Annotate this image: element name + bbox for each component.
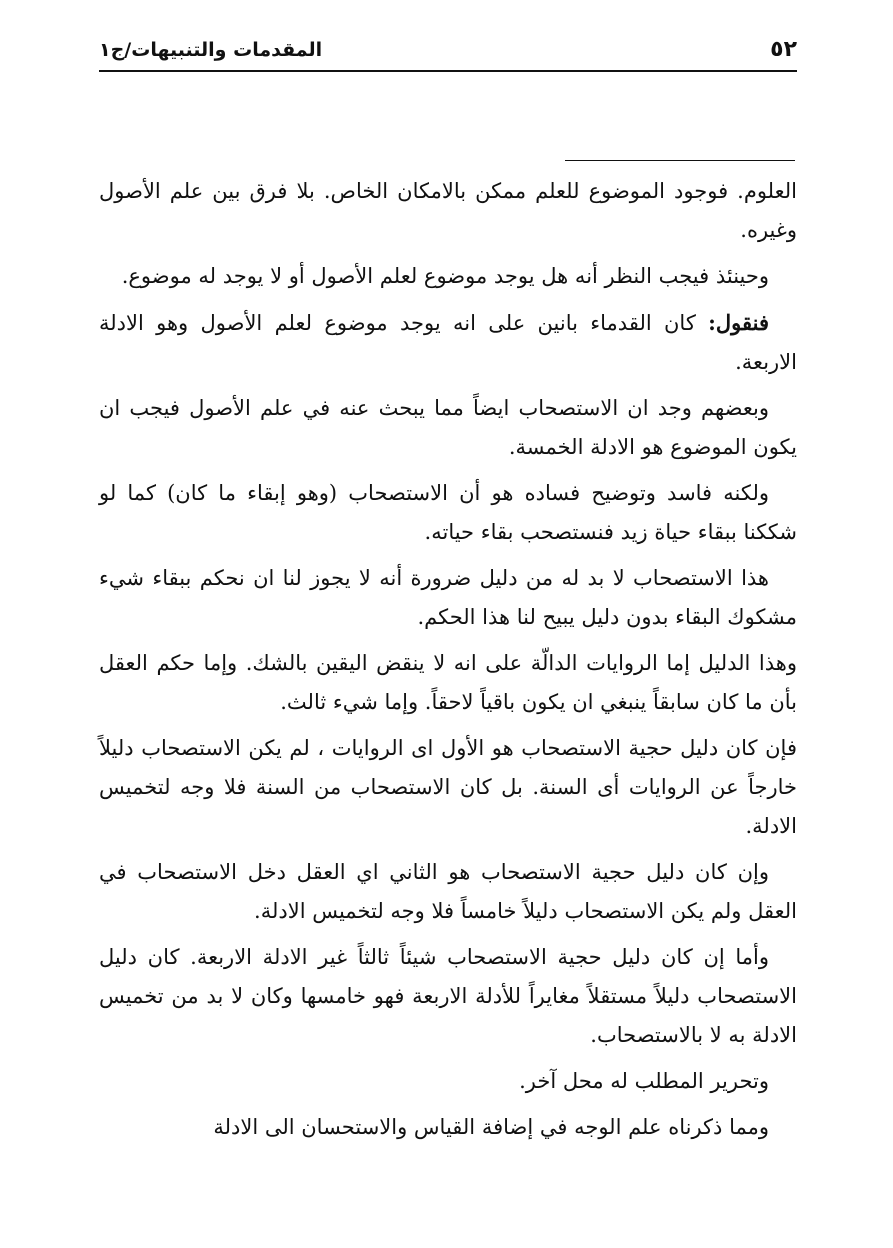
running-title: المقدمات والتنبيهات/ج١ bbox=[99, 38, 323, 61]
paragraph-10-text: وأما إن كان دليل حجية الاستصحاب شيئاً ثالثاً غير الادلة الاربعة. كان دليل الاستصحاب دليلاً مستقلاً مغايراً للأدلة الاربعة فهو خامسها وكان لا بد من تخميس الادلة به لا بالاستصحاب. bbox=[99, 945, 797, 1047]
paragraph-2 bbox=[99, 257, 797, 296]
page-header bbox=[99, 30, 797, 72]
paragraph-1-text: العلوم. فوجود الموضوع للعلم ممكن بالامكان الخاص. بلا فرق بين علم الأصول وغيره. bbox=[99, 179, 797, 242]
paragraph-4 bbox=[99, 389, 797, 467]
paragraph-7 bbox=[99, 644, 797, 722]
paragraph-8 bbox=[99, 729, 797, 846]
paragraph-7-text: وهذا الدليل إما الروايات الدالّة على انه لا ينقض اليقين بالشك. وإما حكم العقل بأن ما كان سابقاً ينبغي ان يكون باقياً لاحقاً. وإما شيء ثالث. bbox=[99, 651, 797, 714]
paragraph-12 bbox=[99, 1108, 797, 1147]
paragraph-4-text: وبعضهم وجد ان الاستصحاب ايضاً مما يبحث عنه في علم الأصول فيجب ان يكون الموضوع هو الادلة الخمسة. bbox=[99, 396, 797, 459]
paragraph-3 bbox=[99, 303, 797, 382]
paragraph-9 bbox=[99, 853, 797, 931]
paragraph-9-text: وإن كان دليل حجية الاستصحاب هو الثاني اي العقل دخل الاستصحاب في العقل ولم يكن الاستصحاب دليلاً خامساً فلا وجه لتخميس الادلة. bbox=[99, 860, 797, 923]
paragraph-3-lead: فنقول: bbox=[708, 310, 769, 335]
paragraph-1 bbox=[99, 172, 797, 250]
paragraph-6 bbox=[99, 559, 797, 637]
paragraph-3-text: كان القدماء بانين على انه يوجد موضوع لعلم الأصول وهو الادلة الاربعة. bbox=[99, 311, 797, 374]
body-text bbox=[99, 172, 797, 1154]
paragraph-8-text: فإن كان دليل حجية الاستصحاب هو الأول اى الروايات ، لم يكن الاستصحاب دليلاً خارجاً عن الروايات أى السنة. بل كان الاستصحاب من السنة فلا وجه لتخميس الادلة. bbox=[99, 736, 797, 838]
paragraph-5-text: ولكنه فاسد وتوضيح فساده هو أن الاستصحاب (وهو إبقاء ما كان) كما لو شككنا ببقاء حياة زيد فنستصحب بقاء حياته. bbox=[99, 481, 797, 544]
paragraph-6-text: هذا الاستصحاب لا بد له من دليل ضرورة أنه لا يجوز لنا ان نحكم ببقاء شيء مشكوك البقاء بدون دليل يبيح لنا هذا الحكم. bbox=[99, 566, 797, 629]
paragraph-11 bbox=[99, 1062, 797, 1101]
top-rule bbox=[565, 160, 795, 161]
page-number: ٥٢ bbox=[770, 37, 797, 62]
paragraph-11-text: وتحرير المطلب له محل آخر. bbox=[519, 1069, 769, 1093]
paragraph-5 bbox=[99, 474, 797, 552]
paragraph-12-text: ومما ذكرناه علم الوجه في إضافة القياس والاستحسان الى الادلة bbox=[213, 1115, 769, 1139]
paragraph-10 bbox=[99, 938, 797, 1055]
paragraph-2-text: وحينئذ فيجب النظر أنه هل يوجد موضوع لعلم الأصول أو لا يوجد له موضوع. bbox=[121, 264, 769, 288]
